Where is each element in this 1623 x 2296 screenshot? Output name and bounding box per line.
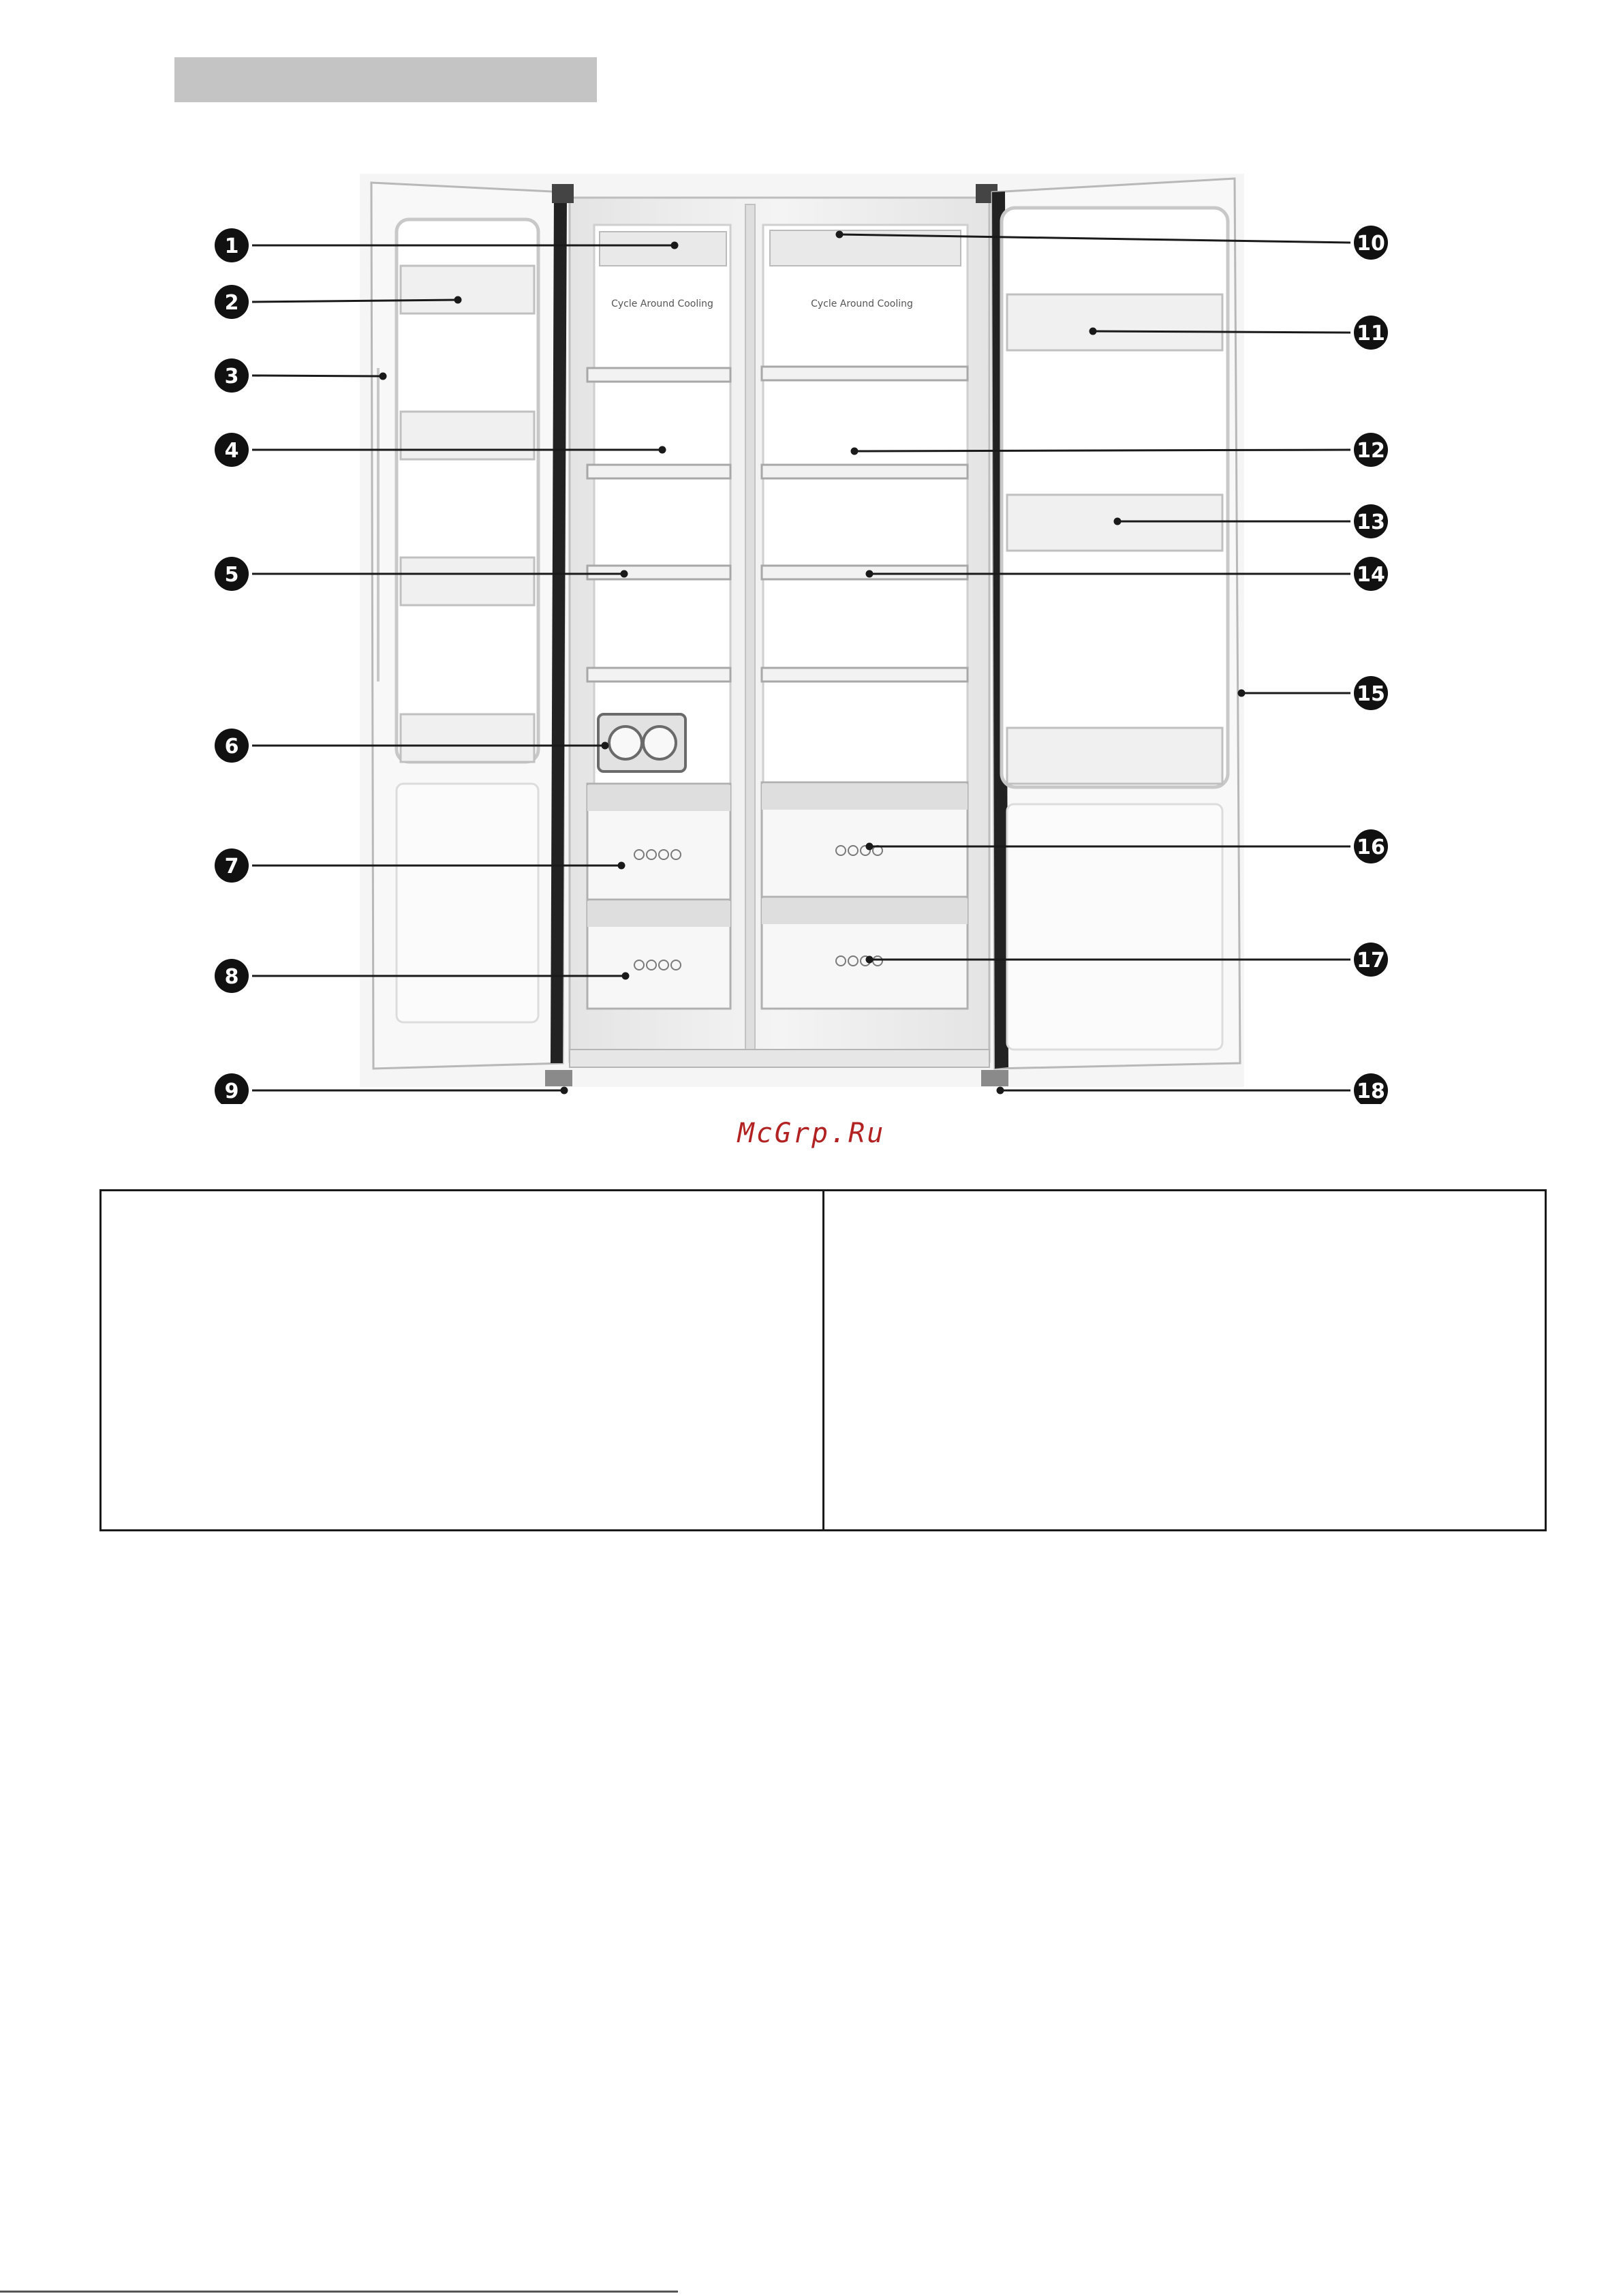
callout-11-number: 11 — [1357, 322, 1385, 346]
callout-17-number: 17 — [1357, 949, 1385, 973]
footer-mark — [1198, 2284, 1232, 2291]
callout-16-number: 16 — [1357, 836, 1385, 859]
callout-15-point — [1239, 690, 1244, 696]
callout-14-point — [867, 571, 872, 577]
callout-2-number: 2 — [224, 291, 239, 315]
callout-16-point — [867, 844, 872, 849]
callout-9-point — [561, 1088, 567, 1093]
callout-15 — [1354, 676, 1388, 710]
fridge-label-left: Cycle Around Cooling — [611, 299, 713, 309]
callout-6 — [215, 729, 249, 763]
left-door — [371, 183, 567, 1069]
legend-cell-left — [102, 1191, 824, 1529]
callout-2-point — [455, 297, 461, 303]
callout-4-number: 4 — [224, 439, 239, 463]
callout-8 — [215, 959, 249, 993]
callout-4 — [215, 433, 249, 467]
callout-8-point — [623, 973, 628, 979]
callout-6-point — [602, 743, 608, 748]
callout-12-point — [852, 448, 857, 454]
cabinet — [545, 184, 1008, 1086]
callout-17-point — [867, 957, 872, 962]
watermark: McGrp.Ru — [737, 1118, 886, 1149]
callout-13-number: 13 — [1357, 510, 1385, 534]
callout-7-point — [619, 863, 624, 868]
callout-11 — [1354, 316, 1388, 350]
fridge-label-right: Cycle Around Cooling — [811, 299, 913, 309]
callout-1-point — [672, 243, 677, 248]
callout-1 — [215, 228, 249, 262]
callout-12 — [1354, 433, 1388, 467]
callout-3-point — [380, 373, 386, 379]
legend-table — [99, 1189, 1547, 1531]
callout-13 — [1354, 504, 1388, 538]
callout-14-number: 14 — [1357, 563, 1385, 587]
callout-11-point — [1090, 328, 1096, 334]
callout-17 — [1354, 943, 1388, 977]
right-drawers — [762, 782, 968, 1009]
callout-9 — [215, 1073, 249, 1104]
callout-18-number: 18 — [1357, 1080, 1385, 1103]
callout-5 — [215, 557, 249, 591]
callout-8-number: 8 — [224, 965, 239, 989]
callout-18-point — [998, 1088, 1003, 1093]
callout-9-number: 9 — [224, 1080, 239, 1103]
callout-7-number: 7 — [224, 855, 239, 878]
callout-18 — [1354, 1073, 1388, 1104]
callout-15-number: 15 — [1357, 682, 1385, 706]
callout-1-number: 1 — [224, 234, 239, 258]
callout-11-leader — [1093, 331, 1350, 333]
footer-rule — [0, 2291, 678, 2293]
callout-2 — [215, 285, 249, 319]
callout-13-point — [1115, 519, 1120, 524]
left-foot — [545, 1070, 572, 1086]
callout-16 — [1354, 829, 1388, 863]
refrigerator-diagram — [0, 0, 1623, 1104]
right-foot — [981, 1070, 1008, 1086]
callout-10-number: 10 — [1357, 232, 1385, 256]
callout-5-point — [621, 571, 627, 577]
left-hinge — [552, 184, 574, 203]
callout-12-leader — [854, 450, 1350, 451]
right-door — [992, 179, 1240, 1069]
callout-6-number: 6 — [224, 735, 239, 759]
callout-10 — [1354, 226, 1388, 260]
legend-cell-right — [824, 1191, 1545, 1529]
callout-12-number: 12 — [1357, 439, 1385, 463]
callout-3-number: 3 — [224, 365, 239, 388]
callout-4-point — [660, 447, 665, 453]
callout-10-point — [837, 232, 842, 237]
callout-14 — [1354, 557, 1388, 591]
callout-7 — [215, 848, 249, 883]
callout-5-number: 5 — [224, 563, 239, 587]
callout-3 — [215, 358, 249, 393]
